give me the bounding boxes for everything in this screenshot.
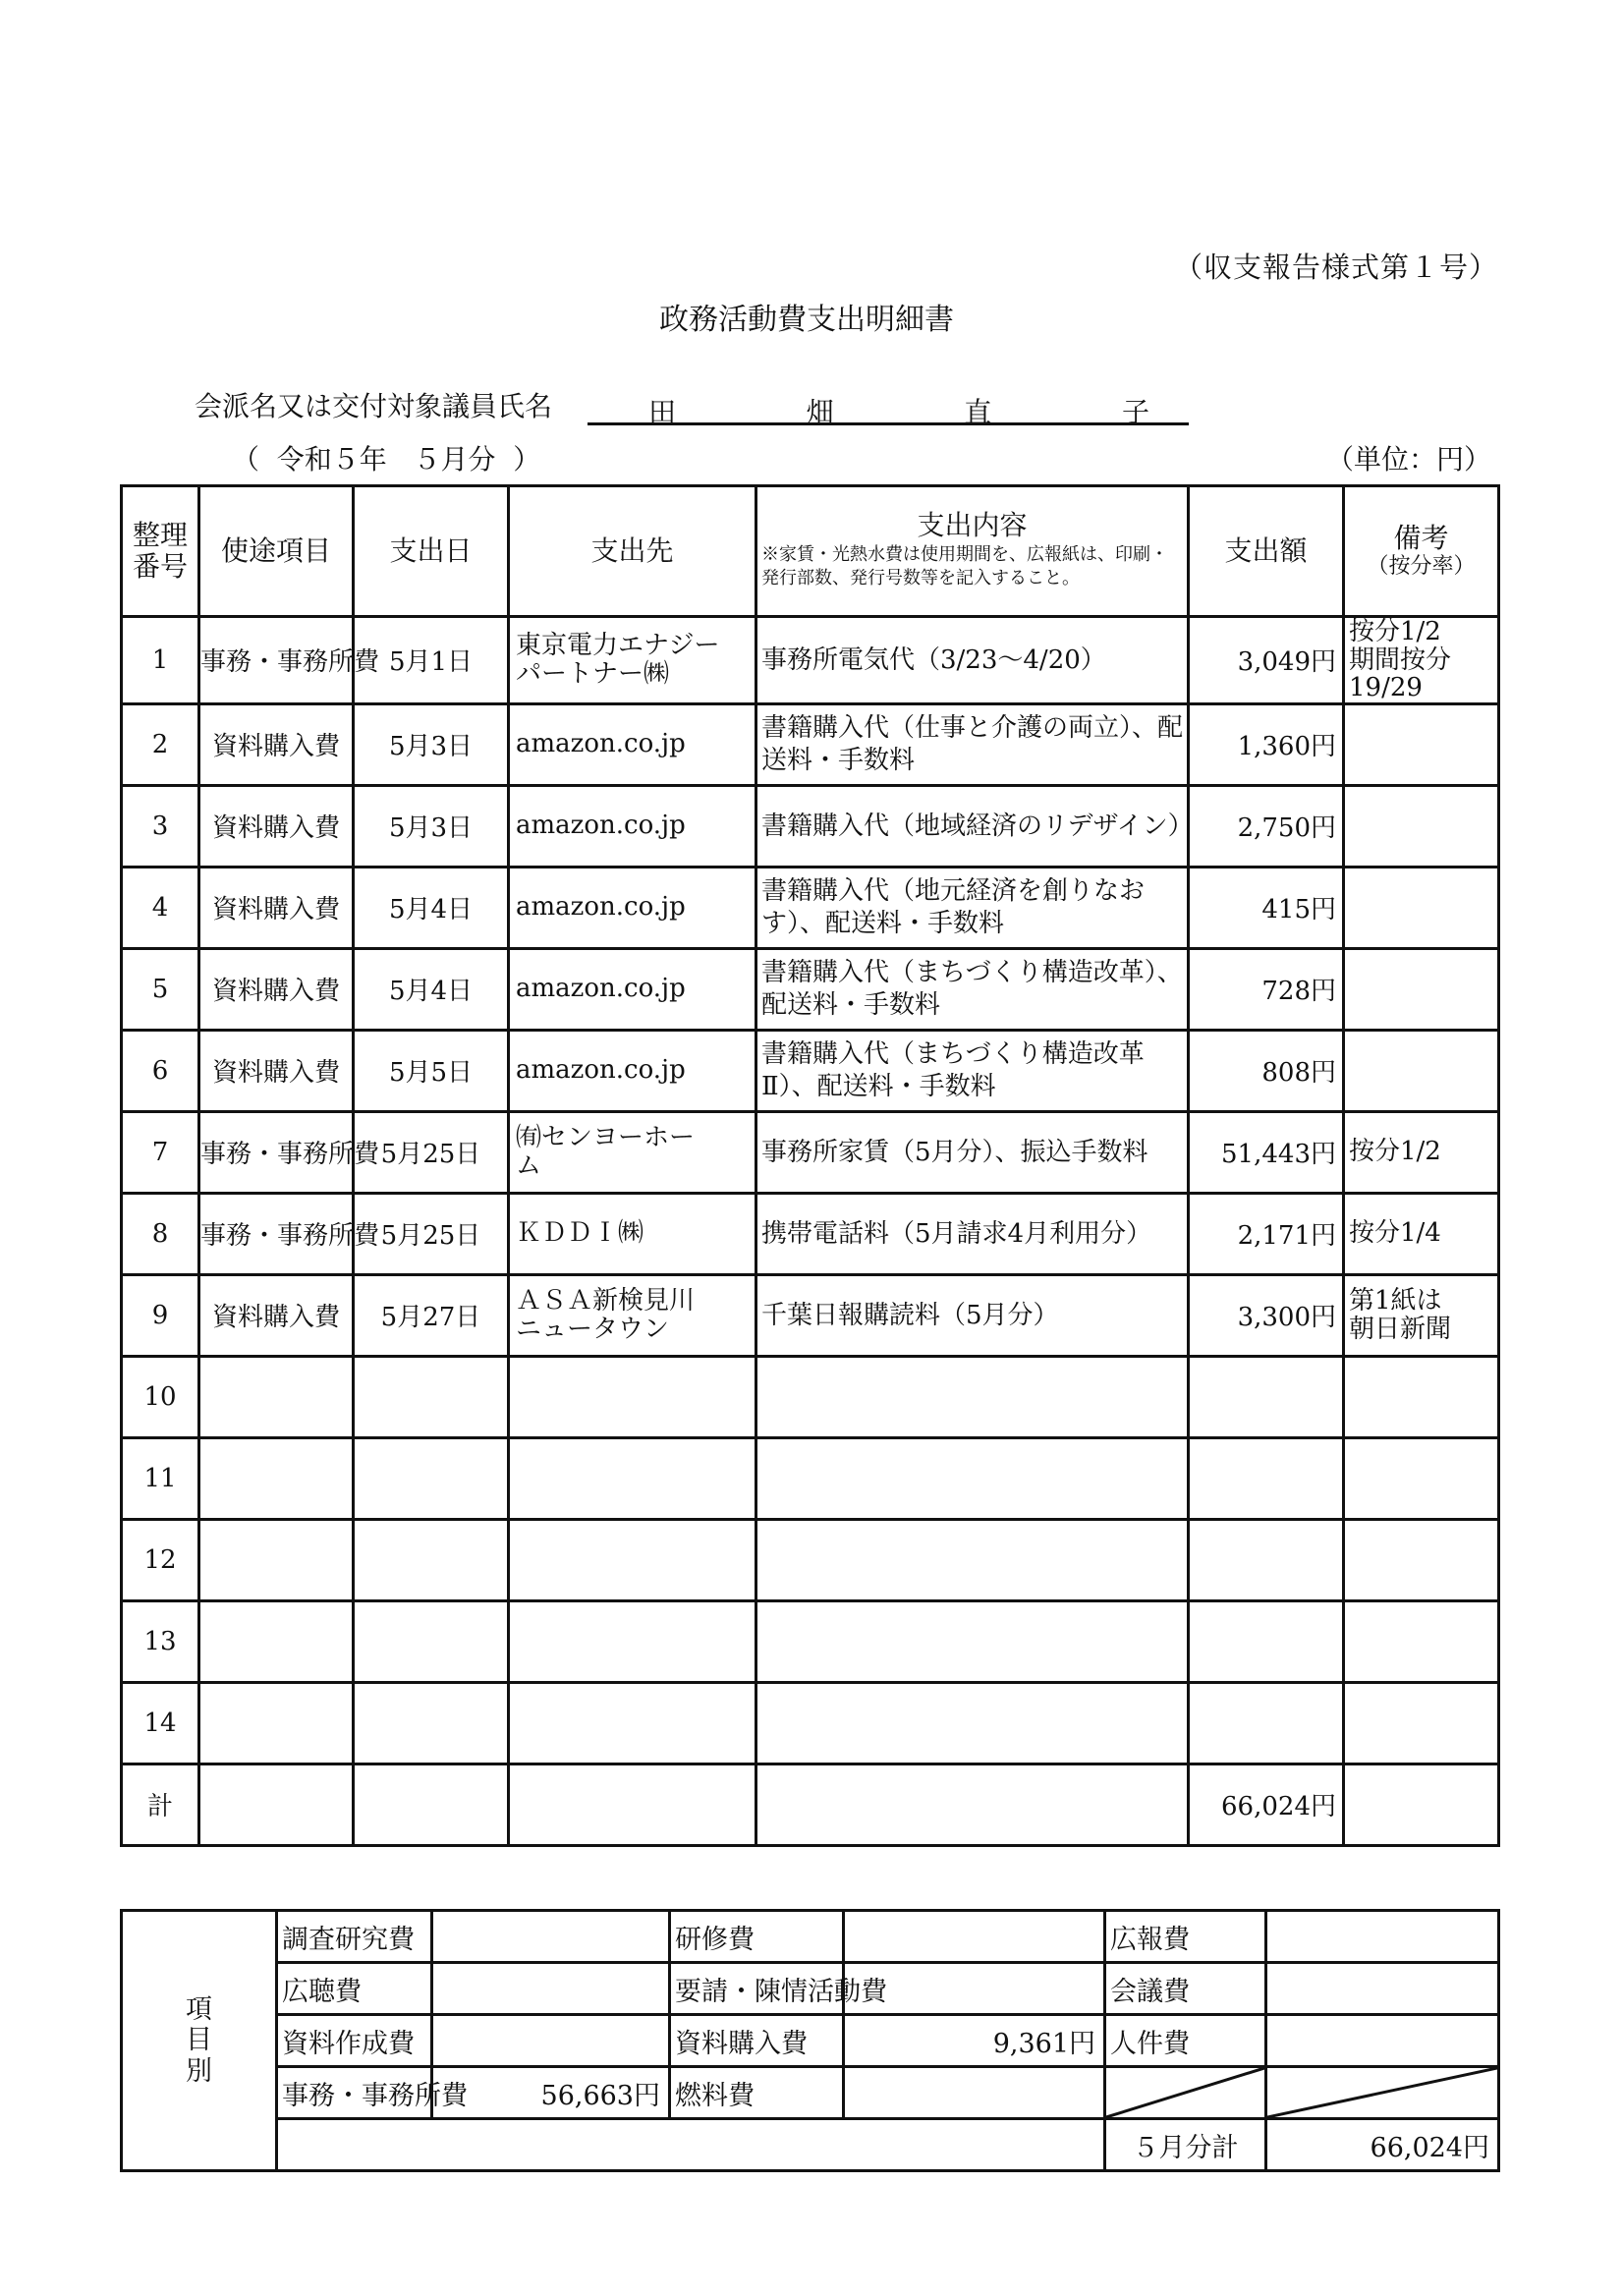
summary-side-label bbox=[122, 1911, 277, 2171]
row-payee bbox=[509, 1437, 756, 1519]
expense-table bbox=[120, 484, 1500, 1847]
row-number: 3 bbox=[122, 785, 199, 867]
row-payee bbox=[509, 867, 756, 948]
category-label: 広報費 bbox=[1105, 1911, 1266, 1963]
row-note bbox=[1344, 1274, 1499, 1356]
row-date bbox=[354, 1682, 509, 1764]
row-date: 5月4日 bbox=[354, 867, 509, 948]
row-payee bbox=[509, 948, 756, 1030]
row-note bbox=[1344, 1111, 1499, 1193]
payee-line1: amazon.co.jp bbox=[516, 892, 686, 923]
note-line1: 按分1/2 bbox=[1349, 1137, 1441, 1167]
note-line2: 期間按分19/29 bbox=[1349, 644, 1452, 703]
row-content bbox=[756, 1682, 1189, 1764]
row-item: 事務・事務所費 bbox=[199, 1111, 354, 1193]
row-payee bbox=[509, 1193, 756, 1274]
table-row bbox=[122, 1437, 1499, 1519]
category-value: 56,663円 bbox=[432, 2067, 670, 2119]
month-total-value: 66,024円 bbox=[1266, 2119, 1499, 2171]
report-period: （ 令和５年 ５月分 ） bbox=[232, 443, 541, 476]
row-date: 5月4日 bbox=[354, 948, 509, 1030]
row-item bbox=[199, 1437, 354, 1519]
row-number: 9 bbox=[122, 1274, 199, 1356]
row-content: 書籍購入代（まちづくり構造改革）、配送料・手数料 bbox=[756, 948, 1189, 1030]
row-payee bbox=[509, 1600, 756, 1682]
table-row bbox=[122, 1193, 1499, 1274]
row-content: 書籍購入代（地域経済のリデザイン） bbox=[756, 785, 1189, 867]
member-name-char: 子 bbox=[1121, 396, 1149, 428]
table-row bbox=[122, 785, 1499, 867]
category-value bbox=[432, 2015, 670, 2067]
total-empty bbox=[756, 1764, 1189, 1845]
row-note bbox=[1344, 617, 1499, 704]
currency-unit: （単位：円） bbox=[1326, 443, 1492, 476]
table-row bbox=[122, 1600, 1499, 1682]
summary-blank bbox=[277, 2119, 1105, 2171]
row-note bbox=[1344, 1356, 1499, 1437]
total-row bbox=[122, 1764, 1499, 1845]
header-no-line2: 番号 bbox=[132, 550, 188, 583]
row-number: 6 bbox=[122, 1030, 199, 1111]
table-row bbox=[122, 1111, 1499, 1193]
row-number: 7 bbox=[122, 1111, 199, 1193]
header-no-line1: 整理 bbox=[132, 518, 188, 551]
table-row bbox=[122, 1519, 1499, 1600]
row-amount: 808円 bbox=[1189, 1030, 1344, 1111]
row-content: 事務所電気代（3/23～4/20） bbox=[756, 617, 1189, 704]
row-amount: 3,300円 bbox=[1189, 1274, 1344, 1356]
row-date: 5月3日 bbox=[354, 785, 509, 867]
note-line1: 按分1/2 bbox=[1349, 617, 1441, 646]
header-no bbox=[122, 486, 199, 617]
row-content bbox=[756, 1519, 1189, 1600]
total-empty bbox=[354, 1764, 509, 1845]
row-number: 12 bbox=[122, 1519, 199, 1600]
category-value bbox=[1266, 1963, 1499, 2015]
row-content bbox=[756, 1356, 1189, 1437]
category-summary-table bbox=[120, 1909, 1500, 2172]
form-code: （収支報告様式第１号） bbox=[1174, 251, 1499, 284]
row-amount: 2,171円 bbox=[1189, 1193, 1344, 1274]
month-total-label: ５月分計 bbox=[1105, 2119, 1266, 2171]
row-number: 10 bbox=[122, 1356, 199, 1437]
total-empty bbox=[509, 1764, 756, 1845]
row-amount bbox=[1189, 1519, 1344, 1600]
row-note bbox=[1344, 703, 1499, 785]
summary-total-row bbox=[122, 2119, 1499, 2171]
side-char: 項 bbox=[186, 1994, 212, 2026]
note-line1: 第1紙は bbox=[1349, 1286, 1442, 1316]
row-number: 14 bbox=[122, 1682, 199, 1764]
row-item: 資料購入費 bbox=[199, 867, 354, 948]
header-content-note: ※家賃・光熱水費は使用期間を、広報紙は、印刷・発行部数、発行号数等を記入すること。 bbox=[761, 543, 1168, 589]
row-item: 資料購入費 bbox=[199, 785, 354, 867]
category-label: 人件費 bbox=[1105, 2015, 1266, 2067]
row-note bbox=[1344, 1193, 1499, 1274]
row-payee bbox=[509, 785, 756, 867]
row-date bbox=[354, 1519, 509, 1600]
document-title bbox=[0, 295, 1623, 338]
row-number: 11 bbox=[122, 1437, 199, 1519]
row-payee bbox=[509, 1519, 756, 1600]
category-value bbox=[844, 1911, 1105, 1963]
row-item: 事務・事務所費 bbox=[199, 1193, 354, 1274]
table-row bbox=[122, 1682, 1499, 1764]
summary-row bbox=[122, 2067, 1499, 2119]
table-header-row bbox=[122, 486, 1499, 617]
side-char: 目 bbox=[186, 2025, 212, 2056]
note-line2: 朝日新聞 bbox=[1349, 1314, 1452, 1344]
row-note bbox=[1344, 1519, 1499, 1600]
row-item bbox=[199, 1682, 354, 1764]
row-item bbox=[199, 1356, 354, 1437]
table-row bbox=[122, 1274, 1499, 1356]
row-content: 千葉日報購読料（5月分） bbox=[756, 1274, 1189, 1356]
category-label: 事務・事務所費 bbox=[277, 2067, 432, 2119]
row-content: 書籍購入代（仕事と介護の両立）、配送料・手数料 bbox=[756, 703, 1189, 785]
total-empty bbox=[1344, 1764, 1499, 1845]
payee-line1: ㈲センヨーホー bbox=[516, 1123, 696, 1153]
member-name-char: 直 bbox=[964, 396, 992, 428]
header-note-sub: （按分率） bbox=[1367, 554, 1476, 580]
row-amount: 1,360円 bbox=[1189, 703, 1344, 785]
row-amount: 415円 bbox=[1189, 867, 1344, 948]
category-value bbox=[1266, 2015, 1499, 2067]
row-amount bbox=[1189, 1437, 1344, 1519]
member-name-char: 田 bbox=[648, 396, 677, 428]
payee-line1: ＫＤＤＩ㈱ bbox=[516, 1218, 644, 1249]
row-content: 書籍購入代（まちづくり構造改革Ⅱ）、配送料・手数料 bbox=[756, 1030, 1189, 1111]
row-item: 資料購入費 bbox=[199, 948, 354, 1030]
row-note bbox=[1344, 785, 1499, 867]
row-date bbox=[354, 1437, 509, 1519]
row-content: 事務所家賃（5月分）、振込手数料 bbox=[756, 1111, 1189, 1193]
payee-line1: amazon.co.jp bbox=[516, 811, 686, 841]
row-date bbox=[354, 1600, 509, 1682]
header-note bbox=[1344, 486, 1499, 617]
row-date: 5月25日 bbox=[354, 1111, 509, 1193]
row-note bbox=[1344, 1030, 1499, 1111]
header-content bbox=[756, 486, 1189, 617]
row-content bbox=[756, 1600, 1189, 1682]
payee-line1: amazon.co.jp bbox=[516, 729, 686, 759]
row-amount bbox=[1189, 1682, 1344, 1764]
total-amount: 66,024円 bbox=[1189, 1764, 1344, 1845]
table-row bbox=[122, 1030, 1499, 1111]
table-row bbox=[122, 617, 1499, 704]
row-note bbox=[1344, 1437, 1499, 1519]
summary-row bbox=[122, 1963, 1499, 2015]
row-date: 5月27日 bbox=[354, 1274, 509, 1356]
row-note bbox=[1344, 1682, 1499, 1764]
header-date: 支出日 bbox=[354, 486, 509, 617]
row-amount: 3,049円 bbox=[1189, 617, 1344, 704]
struck-cell bbox=[1266, 2067, 1499, 2119]
category-label: 資料作成費 bbox=[277, 2015, 432, 2067]
row-number: 4 bbox=[122, 867, 199, 948]
row-number: 5 bbox=[122, 948, 199, 1030]
payee-line2: ム bbox=[516, 1150, 542, 1181]
member-name-field bbox=[588, 391, 1189, 428]
row-item: 資料購入費 bbox=[199, 1274, 354, 1356]
payee-line1: amazon.co.jp bbox=[516, 974, 686, 1004]
row-amount bbox=[1189, 1600, 1344, 1682]
row-amount bbox=[1189, 1356, 1344, 1437]
summary-row bbox=[122, 1911, 1499, 1963]
row-item bbox=[199, 1519, 354, 1600]
category-value: 9,361円 bbox=[844, 2015, 1105, 2067]
payee-line2: パートナー㈱ bbox=[516, 658, 670, 689]
payee-line1: 東京電力エナジー bbox=[516, 631, 720, 661]
category-label: 燃料費 bbox=[670, 2067, 844, 2119]
row-date: 5月25日 bbox=[354, 1193, 509, 1274]
total-label: 計 bbox=[122, 1764, 199, 1845]
row-payee bbox=[509, 617, 756, 704]
row-payee bbox=[509, 703, 756, 785]
category-value bbox=[432, 1963, 670, 2015]
member-name-char: 畑 bbox=[806, 396, 834, 428]
note-line1: 按分1/4 bbox=[1349, 1218, 1441, 1249]
row-payee bbox=[509, 1274, 756, 1356]
row-content bbox=[756, 1437, 1189, 1519]
row-date: 5月5日 bbox=[354, 1030, 509, 1111]
row-payee bbox=[509, 1356, 756, 1437]
table-row bbox=[122, 1356, 1499, 1437]
category-value bbox=[1266, 1911, 1499, 1963]
row-note bbox=[1344, 867, 1499, 948]
row-item bbox=[199, 1600, 354, 1682]
row-number: 13 bbox=[122, 1600, 199, 1682]
category-label: 研修費 bbox=[670, 1911, 844, 1963]
side-char: 別 bbox=[186, 2055, 212, 2087]
category-label: 会議費 bbox=[1105, 1963, 1266, 2015]
header-content-title: 支出内容 bbox=[917, 508, 1028, 541]
total-empty bbox=[199, 1764, 354, 1845]
row-number: 2 bbox=[122, 703, 199, 785]
category-label: 広聴費 bbox=[277, 1963, 432, 2015]
row-date bbox=[354, 1356, 509, 1437]
header-note-title: 備考 bbox=[1393, 522, 1449, 555]
row-amount: 728円 bbox=[1189, 948, 1344, 1030]
row-date: 5月1日 bbox=[354, 617, 509, 704]
row-note bbox=[1344, 948, 1499, 1030]
category-label: 資料購入費 bbox=[670, 2015, 844, 2067]
row-item: 事務・事務所費 bbox=[199, 617, 354, 704]
row-amount: 2,750円 bbox=[1189, 785, 1344, 867]
row-number: 8 bbox=[122, 1193, 199, 1274]
row-date: 5月3日 bbox=[354, 703, 509, 785]
summary-row bbox=[122, 2015, 1499, 2067]
category-label: 調査研究費 bbox=[277, 1911, 432, 1963]
row-payee bbox=[509, 1682, 756, 1764]
document-title-text: 政務活動費支出明細書 bbox=[659, 303, 954, 337]
row-note bbox=[1344, 1600, 1499, 1682]
table-row bbox=[122, 867, 1499, 948]
header-item: 使途項目 bbox=[199, 486, 354, 617]
struck-cell bbox=[1105, 2067, 1266, 2119]
category-label: 要請・陳情活動費 bbox=[670, 1963, 844, 2015]
row-item: 資料購入費 bbox=[199, 1030, 354, 1111]
category-value bbox=[432, 1911, 670, 1963]
row-number: 1 bbox=[122, 617, 199, 704]
row-item: 資料購入費 bbox=[199, 703, 354, 785]
payee-line2: ニュータウン bbox=[516, 1314, 670, 1344]
row-payee bbox=[509, 1030, 756, 1111]
table-row bbox=[122, 703, 1499, 785]
row-content: 携帯電話料（5月請求4月利用分） bbox=[756, 1193, 1189, 1274]
payee-line1: amazon.co.jp bbox=[516, 1055, 686, 1086]
table-row bbox=[122, 948, 1499, 1030]
category-value bbox=[844, 2067, 1105, 2119]
header-amount: 支出額 bbox=[1189, 486, 1344, 617]
row-content: 書籍購入代（地元経済を創りなおす）、配送料・手数料 bbox=[756, 867, 1189, 948]
header-payee: 支出先 bbox=[509, 486, 756, 617]
row-amount: 51,443円 bbox=[1189, 1111, 1344, 1193]
member-name-label: 会派名又は交付対象議員氏名 bbox=[195, 390, 553, 422]
payee-line1: ＡＳＡ新検見川 bbox=[516, 1286, 696, 1316]
row-payee bbox=[509, 1111, 756, 1193]
